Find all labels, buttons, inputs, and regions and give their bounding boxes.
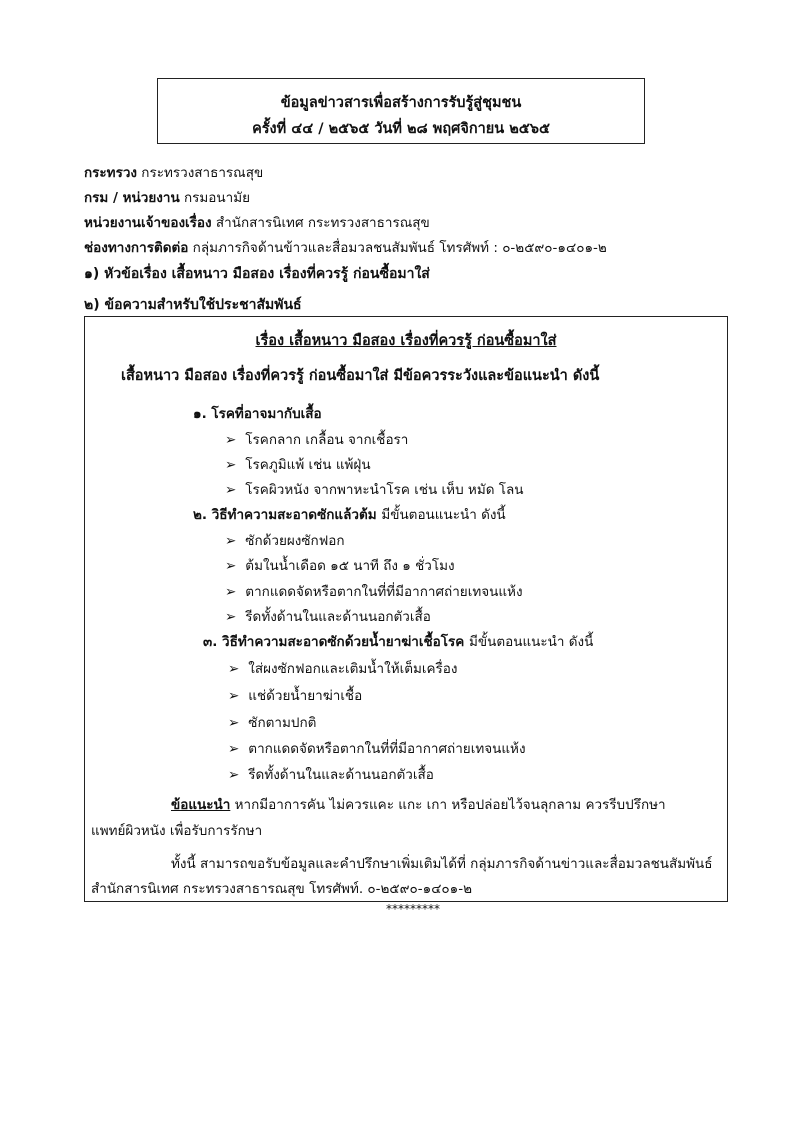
- owner-label: หน่วยงานเจ้าของเรื่อง: [84, 215, 212, 231]
- advice-label: ข้อแนะนำ: [171, 797, 231, 813]
- owner-value: สำนักสารนิเทศ กระทรวงสาธารณสุข: [215, 215, 430, 231]
- content-title: [85, 329, 727, 352]
- arrow-bullet-icon: ➢: [228, 715, 240, 731]
- list-item: ➢ โรคผิวหนัง จากพาหะนำโรค เช่น เห็บ หมัด โลน: [225, 482, 524, 498]
- arrow-bullet-icon: ➢: [225, 482, 237, 498]
- list-item: ➢ ซักตามปกติ: [228, 715, 317, 731]
- header-line-2: ครั้งที่ ๔๔ / ๒๕๖๕ วันที่ ๒๘ พฤศจิกายน ๒๕๖๕: [252, 121, 550, 137]
- info-contact: [84, 236, 607, 258]
- list-item: ➢ ตากแดดจัดหรือตากในที่ที่มีอากาศถ่ายเทจนแห้ง: [225, 584, 523, 600]
- arrow-bullet-icon: ➢: [228, 688, 240, 704]
- advice-line-1: ข้อแนะนำ หากมีอาการคัน ไม่ควรแคะ แกะ เกา หรือปล่อยไว้จนลุกลาม ควรรีบปรึกษา: [171, 797, 666, 813]
- header-line-1: ข้อมูลข่าวสารเพื่อสร้างการรับรู้สู่ชุมชน: [280, 95, 522, 111]
- list-item: ➢ ซักด้วยผงซักฟอก: [225, 533, 345, 549]
- arrow-bullet-icon: ➢: [228, 741, 240, 757]
- arrow-bullet-icon: ➢: [225, 533, 237, 549]
- arrow-bullet-icon: ➢: [225, 457, 237, 473]
- department-value: กรมอนามัย: [183, 190, 251, 206]
- list-item: ➢ รีดทั้งด้านในและด้านนอกตัวเสื้อ: [228, 767, 434, 783]
- arrow-bullet-icon: ➢: [228, 767, 240, 783]
- arrow-bullet-icon: ➢: [225, 558, 237, 574]
- heading-diseases: ๑. โรคที่อาจมากับเสื้อ: [193, 406, 322, 422]
- ministry-label: กระทรวง: [84, 165, 137, 181]
- info-ministry: [84, 161, 263, 183]
- ministry-value: กระทรวงสาธารณสุข: [141, 165, 264, 181]
- content-box: [84, 316, 728, 902]
- list-item: ➢ โรคกลาก เกลื้อน จากเชื้อรา: [225, 432, 409, 448]
- advice-line-2: แพทย์ผิวหนัง เพื่อรับการรักษา: [91, 823, 263, 839]
- list-item: ➢ รีดทั้งด้านในและด้านนอกตัวเสื้อ: [225, 609, 431, 625]
- end-stars: *********: [386, 902, 440, 916]
- header-box: [157, 78, 645, 144]
- arrow-bullet-icon: ➢: [228, 661, 240, 677]
- section-2-heading: ๒) ข้อความสำหรับใช้ประชาสัมพันธ์: [84, 297, 302, 313]
- department-label: กรม / หน่วยงาน: [84, 190, 180, 206]
- list-item: ➢ ต้มในน้ำเดือด ๑๕ นาที ถึง ๑ ชั่วโมง: [225, 558, 455, 574]
- heading-wash-disinfect: ๓. วิธีทำความสะอาดซักด้วยน้ำยาฆ่าเชื้อโรค มีขั้นตอนแนะนำ ดังนี้: [203, 634, 594, 650]
- list-item: ➢ โรคภูมิแพ้ เช่น แพ้ฝุ่น: [225, 457, 371, 473]
- list-item: ➢ ใส่ผงซักฟอกและเติมน้ำให้เต็มเครื่อง: [228, 661, 458, 677]
- contact-label: ช่องทางการติดต่อ: [84, 240, 189, 256]
- info-owner: [84, 211, 430, 233]
- arrow-bullet-icon: ➢: [225, 609, 237, 625]
- content-subtitle: เสื้อหนาว มือสอง เรื่องที่ควรรู้ ก่อนซื้อมาใส่ มีข้อควรระวังและข้อแนะนำ ดังนี้: [121, 368, 600, 384]
- info-department: [84, 186, 250, 208]
- closing-line-1: ทั้งนี้ สามารถขอรับข้อมูลและคำปรึกษาเพิ่มเติมได้ที่ กลุ่มภารกิจด้านข่าวและสื่อมวลชนสัมพันธ์: [171, 856, 713, 872]
- contact-value: กลุ่มภารกิจด้านข้าวและสื่อมวลชนสัมพันธ์ โทรศัพท์ : ๐-๒๕๙๐-๑๔๐๑-๒: [192, 240, 607, 256]
- list-item: ➢ ตากแดดจัดหรือตากในที่ที่มีอากาศถ่ายเทจนแห้ง: [228, 741, 526, 757]
- closing-line-2: สำนักสารนิเทศ กระทรวงสาธารณสุข โทรศัพท์. ๐-๒๕๙๐-๑๔๐๑-๒: [91, 881, 473, 897]
- list-item: ➢ แช่ด้วยน้ำยาฆ่าเชื้อ: [228, 688, 363, 704]
- arrow-bullet-icon: ➢: [225, 432, 237, 448]
- heading-wash-boil: ๒. วิธีทำความสะอาดซักแล้วต้ม มีขั้นตอนแนะนำ ดังนี้: [193, 507, 506, 523]
- arrow-bullet-icon: ➢: [225, 584, 237, 600]
- section-1-heading: ๑) หัวข้อเรื่อง เสื้อหนาว มือสอง เรื่องที่ควรรู้ ก่อนซื้อมาใส่: [84, 266, 430, 282]
- content-title-text: เรื่อง เสื้อหนาว มือสอง เรื่องที่ควรรู้ ก่อนซื้อมาใส่: [255, 333, 557, 349]
